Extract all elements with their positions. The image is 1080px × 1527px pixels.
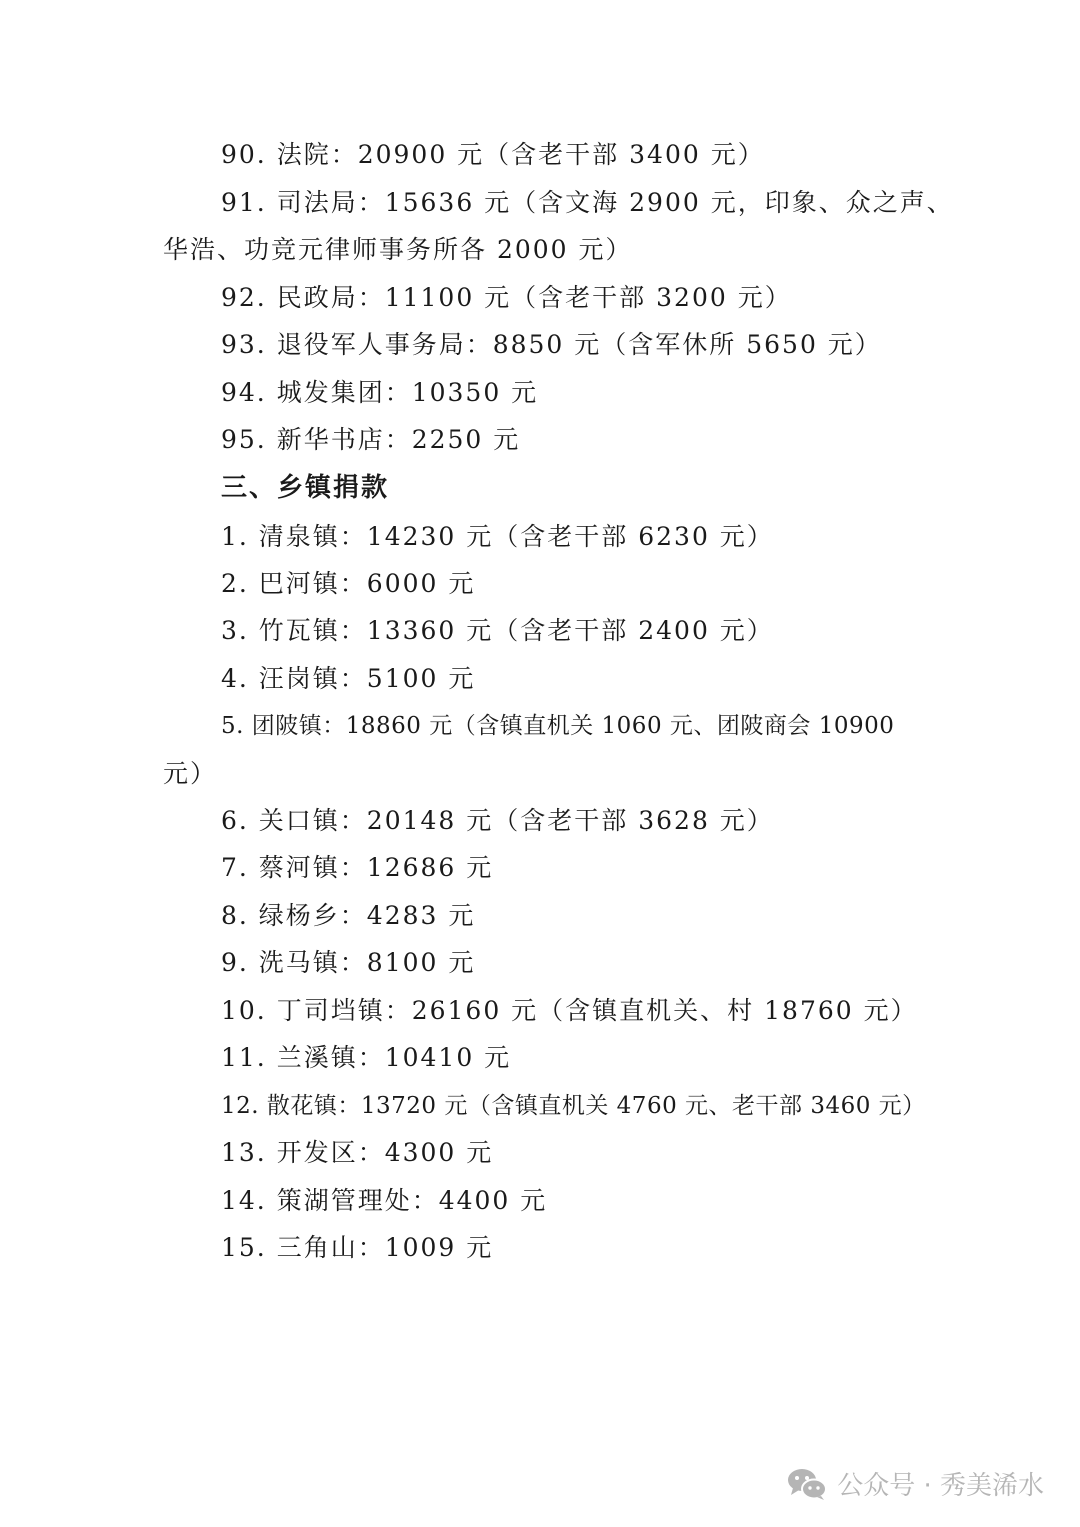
township-line-3: 3. 竹瓦镇：13360 元（含老干部 2400 元）: [221, 616, 774, 645]
township-line-6: 6. 关口镇：20148 元（含老干部 3628 元）: [221, 806, 774, 835]
township-line-12: 12. 散花镇：13720 元（含镇直机关 4760 元、老干部 3460 元）: [221, 1093, 926, 1119]
township-line-11: 11. 兰溪镇：10410 元: [221, 1043, 512, 1072]
township-line-1: 1. 清泉镇：14230 元（含老干部 6230 元）: [221, 522, 774, 551]
township-line-14: 14. 策湖管理处：4400 元: [221, 1186, 548, 1215]
donation-line-91: 91. 司法局：15636 元（含文海 2900 元，印象、众之声、: [221, 188, 954, 217]
watermark: [787, 1465, 1044, 1502]
township-line-9: 9. 洗马镇：8100 元: [221, 948, 476, 977]
township-line-7: 7. 蔡河镇：12686 元: [221, 853, 494, 882]
township-line-4: 4. 汪岗镇：5100 元: [221, 664, 476, 693]
donation-line-93: 93. 退役军人事务局：8850 元（含军休所 5650 元）: [221, 330, 882, 359]
township-line-5: 5. 团陂镇：18860 元（含镇直机关 1060 元、团陂商会 10900: [221, 713, 895, 739]
township-line-2: 2. 巴河镇：6000 元: [221, 569, 476, 598]
watermark-text: 公众号 · 秀美浠水: [837, 1471, 1044, 1501]
donation-line-91-continued: 华浩、功竞元律师事务所各 2000 元）: [163, 235, 633, 264]
donation-line-94: 94. 城发集团：10350 元: [221, 378, 539, 407]
wechat-icon: [787, 1467, 827, 1501]
township-line-13: 13. 开发区：4300 元: [221, 1138, 494, 1167]
section-heading: 三、乡镇捐款: [221, 473, 390, 503]
township-line-10: 10. 丁司垱镇：26160 元（含镇直机关、村 18760 元）: [221, 996, 918, 1025]
township-line-5-continued: 元）: [163, 759, 218, 788]
donation-line-95: 95. 新华书店：2250 元: [221, 425, 521, 454]
donation-line-92: 92. 民政局：11100 元（含老干部 3200 元）: [221, 283, 792, 312]
township-line-8: 8. 绿杨乡：4283 元: [221, 901, 476, 930]
donation-line-90: 90. 法院：20900 元（含老干部 3400 元）: [221, 140, 765, 169]
township-line-15: 15. 三角山：1009 元: [221, 1233, 494, 1262]
